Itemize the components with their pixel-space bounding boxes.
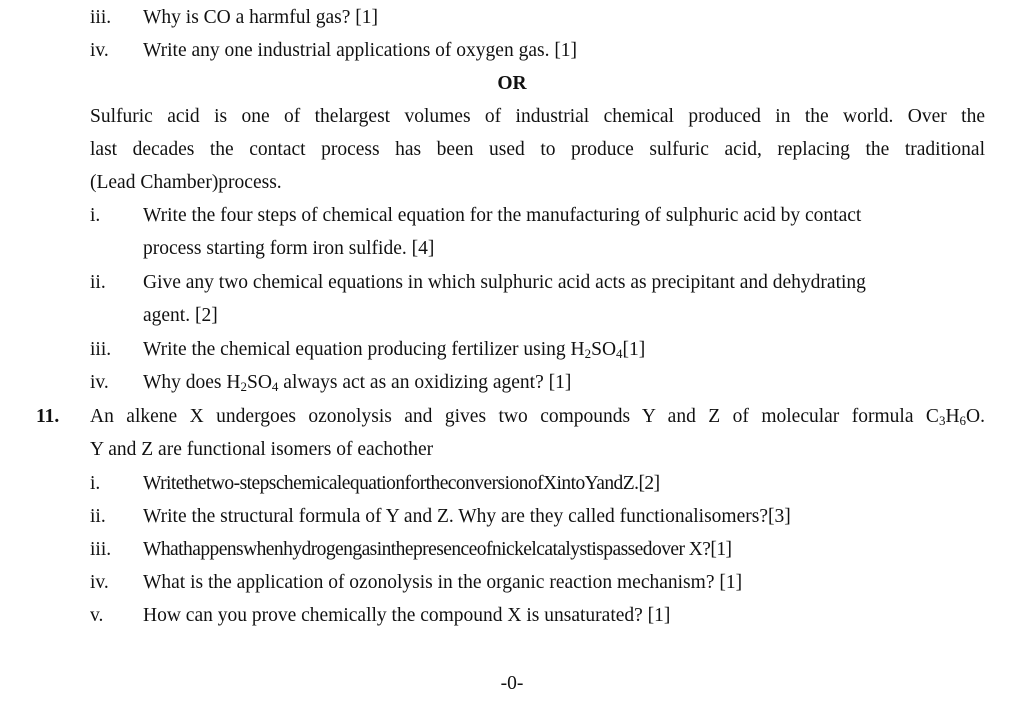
question-text: Write the chemical equation producing fertilizer using $H_2SO_4[1]$ [143,339,646,361]
question-text: agent. [2] [143,305,218,326]
item-number: v. [90,605,104,626]
question-text: Give any two chemical equations in which sulphuric acid acts as precipitant and dehydrating [143,272,866,293]
paragraph-line: last decades the contact process has been used to produce sulfuric acid, replacing the traditional [90,139,985,160]
question-text: Whathappenswhenhydrogengasinthepresenceofnickelcatalystispassedover X?[1] [143,539,732,560]
item-number: iv. [90,40,109,61]
question-text: An alkene X undergoes ozonolysis and gives two compounds Y and Z of molecular formula $C_3H_6O$. [90,406,985,428]
question-text: Why does $H_2SO_4$ always act as an oxidizing agent? [1] [143,372,572,394]
item-number: iii. [90,339,112,360]
question-text: Write the four steps of chemical equation for the manufacturing of sulphuric acid by contact [143,205,862,226]
question-text: Write any one industrial applications of oxygen gas. [1] [143,40,578,61]
question-text: Write the structural formula of Y and Z. Why are they called functionalisomers?[3] [143,506,791,527]
item-number: iii. [90,539,112,560]
item-number: iv. [90,372,109,393]
page-number: -0- [500,673,524,694]
paragraph-line: (Lead Chamber)process. [90,172,282,193]
item-number: iv. [90,572,109,593]
question-text: Y and Z are functional isomers of eachother [90,439,434,460]
or-divider: OR [497,73,527,94]
item-number: i. [90,205,101,226]
question-number: 11. [36,406,60,427]
item-number: iii. [90,7,112,28]
question-text: Writethetwo-stepschemicalequationfortheconversionofXintoYandZ.[2] [143,473,660,494]
item-number: i. [90,473,101,494]
paragraph-line: Sulfuric acid is one of thelargest volumes of industrial chemical produced in the world. Over the [90,106,985,127]
question-text: process starting form iron sulfide. [4] [143,238,435,259]
question-text: What is the application of ozonolysis in the organic reaction mechanism? [1] [143,572,743,593]
question-text: Why is CO a harmful gas? [1] [143,7,379,28]
item-number: ii. [90,272,106,293]
question-text: How can you prove chemically the compound X is unsaturated? [1] [143,605,671,626]
item-number: ii. [90,506,106,527]
